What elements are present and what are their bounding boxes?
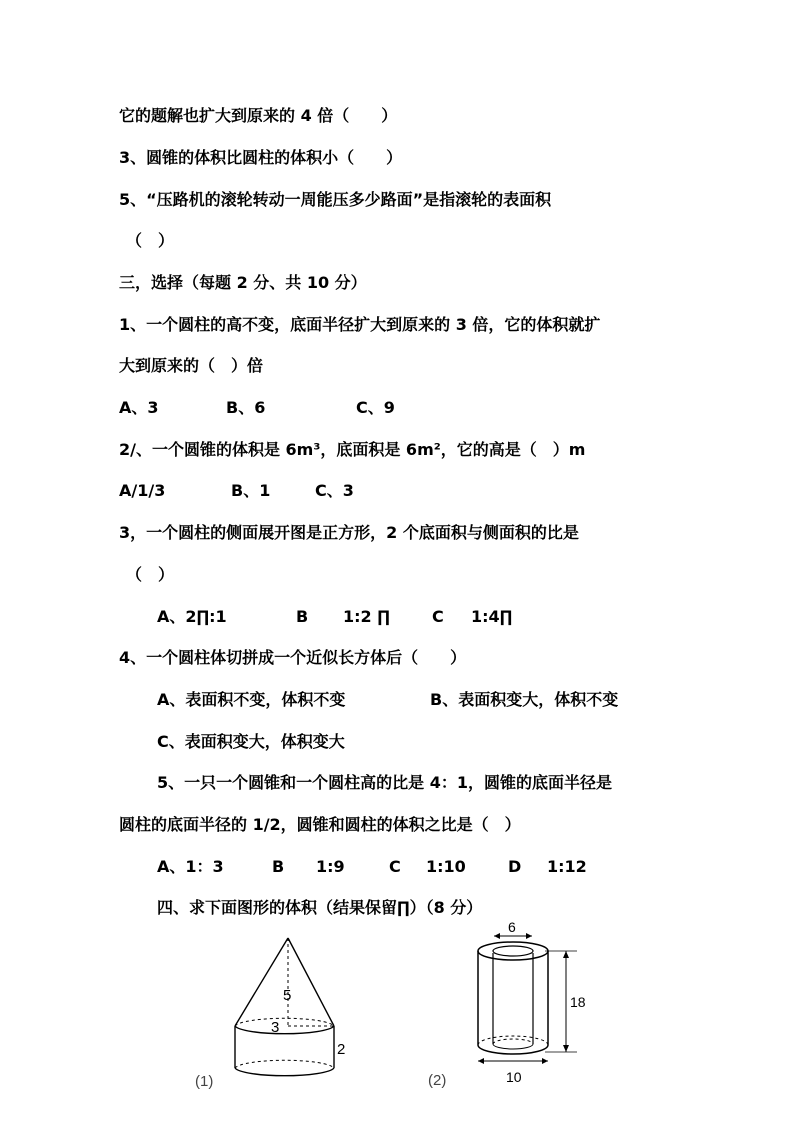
bottom-ellipse-back [235, 1060, 334, 1068]
text-line-4: （ ） [126, 231, 175, 250]
option-c: C、表面积变大，体积变大 [157, 732, 345, 751]
section-title-choice: 三，选择（每题 2 分、共 10 分） [119, 273, 367, 292]
arrowhead [478, 1058, 484, 1064]
top-ellipse-front [235, 1026, 334, 1034]
question-5-cont: 圆柱的底面半径的 1/2，圆锥和圆柱的体积之比是（ ） [119, 815, 521, 834]
option-d-value: 1:12 [547, 857, 587, 876]
option-b-letter: B [272, 857, 285, 876]
option-c-letter: C [432, 607, 444, 626]
arrowhead [494, 933, 500, 939]
figure-hollow-cylinder [420, 915, 600, 1095]
cone-cylinder-drawing [185, 930, 365, 1095]
cone-left-edge [235, 938, 288, 1026]
option-b-value: 1:9 [316, 857, 345, 876]
option-a: A、2∏:1 [157, 607, 227, 626]
question-3-cont: （ ） [126, 565, 175, 584]
outer-bottom-back [478, 1036, 548, 1045]
cone-right-edge [288, 938, 334, 1026]
option-c-value: 1:4∏ [471, 607, 513, 626]
figure-cone-cylinder [185, 930, 365, 1095]
inner-bottom-front [493, 1044, 533, 1049]
option-b: B、表面积变大，体积不变 [430, 690, 619, 709]
option-d-letter: D [508, 857, 522, 876]
inner-diameter-label: 6 [508, 919, 516, 935]
hollow-cylinder-drawing [420, 915, 600, 1095]
figure-1-label: (1) [195, 1073, 214, 1090]
text-line-2: 3、圆锥的体积比圆柱的体积小（ ） [119, 148, 403, 167]
option-c: C、3 [315, 481, 354, 500]
question-3: 3，一个圆柱的侧面展开图是正方形，2 个底面积与侧面积的比是 [119, 523, 579, 542]
arrowhead [563, 951, 569, 958]
text-line-1: 它的题解也扩大到原来的 4 倍（ ） [119, 106, 398, 125]
option-b: B、6 [226, 398, 266, 417]
option-a: A/1/3 [119, 481, 166, 500]
outer-top-ellipse [478, 942, 548, 960]
question-4: 4、一个圆柱体切拼成一个近似长方体后（ ） [119, 648, 467, 667]
option-b-letter: B [296, 607, 309, 626]
section-title-volume: 四、求下面图形的体积（结果保留∏）（8 分） [157, 898, 483, 917]
option-c-value: 1:10 [426, 857, 466, 876]
question-1-cont: 大到原来的（ ）倍 [119, 356, 264, 375]
option-b: B、1 [231, 481, 271, 500]
option-c-letter: C [389, 857, 401, 876]
text-line-3: 5、“压路机的滚轮转动一周能压多少路面”是指滚轮的表面积 [119, 190, 552, 209]
arrowhead [526, 933, 532, 939]
outer-diameter-label: 10 [506, 1069, 522, 1085]
question-1: 1、一个圆柱的高不变，底面半径扩大到原来的 3 倍，它的体积就扩 [119, 315, 601, 334]
question-5: 5、一只一个圆锥和一个圆柱高的比是 4：1，圆锥的底面半径是 [157, 773, 612, 792]
inner-bottom-back [493, 1039, 533, 1044]
option-b-value: 1:2 ∏ [343, 607, 390, 626]
figure-2-label: (2) [428, 1072, 447, 1089]
question-2: 2/、一个圆锥的体积是 6m³，底面积是 6m²，它的高是（ ）m [119, 440, 586, 459]
height-label: 18 [570, 994, 586, 1010]
option-a: A、1：3 [157, 857, 224, 876]
bottom-ellipse-front [235, 1068, 334, 1076]
radius-label: 3 [271, 1019, 280, 1036]
option-a: A、表面积不变，体积不变 [157, 690, 346, 709]
cylinder-height-label: 2 [337, 1041, 346, 1058]
cone-height-label: 5 [283, 987, 292, 1004]
top-ellipse-back [235, 1018, 334, 1026]
inner-top-ellipse [493, 946, 533, 956]
arrowhead [542, 1058, 548, 1064]
option-a: A、3 [119, 398, 159, 417]
option-c: C、9 [356, 398, 395, 417]
arrowhead [563, 1045, 569, 1052]
